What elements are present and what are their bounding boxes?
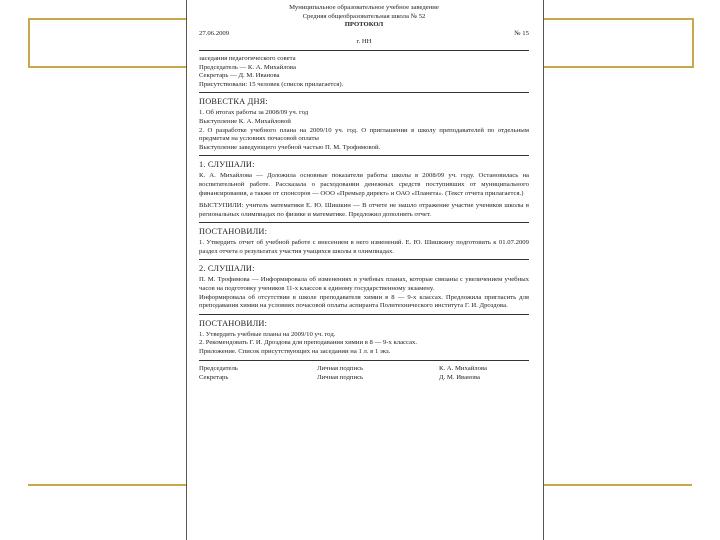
secretary-name: Д. М. Иванова [439, 374, 481, 382]
decor-line-left-top [28, 18, 30, 68]
chair-signature: Личная подпись [317, 364, 364, 372]
section1-decided-heading: ПОСТАНОВИЛИ: [199, 227, 268, 237]
agenda-item-1: 1. Об итогах работы за 2008/09 уч. год [199, 109, 309, 117]
agenda-item-1-speaker: Выступление К. А. Михайловой [199, 117, 291, 125]
section2-decided-heading: ПОСТАНОВИЛИ: [199, 318, 268, 328]
signature-row-chair [199, 365, 529, 374]
divider [199, 360, 529, 361]
secretary-label: Секретарь [199, 374, 229, 382]
divider [199, 314, 529, 315]
present-line: Присутствовали: 15 человек (список прилагается). [199, 80, 344, 88]
document-number: № 15 [514, 29, 529, 37]
protocol-document [186, 0, 544, 540]
divider [199, 155, 529, 156]
section2-heard-heading: 2. СЛУШАЛИ: [199, 264, 255, 274]
chair-name: К. А. Михайлова [439, 364, 488, 372]
section1-heard-heading: 1. СЛУШАЛИ: [199, 160, 255, 170]
agenda-item-2-speaker: Выступление заведующего учебной частью П. М. Трофимовой. [199, 143, 381, 151]
section1-decided-text: 1. Утвердить отчет об учебной работе с внесением в него изменений. Е. Ю. Шишкину подготовить к 01.07.2009 раздел отчета о результатах участия учащихся школы в олимпиадах. [199, 239, 529, 255]
document-title: ПРОТОКОЛ [344, 21, 384, 29]
decor-line-mid-right [544, 66, 694, 68]
divider [199, 259, 529, 260]
signature-row-secretary [199, 374, 529, 383]
decor-line-mid-left [28, 66, 186, 68]
section2-decided-item-2: 2. Рекомендовать Г. И. Дроздова для преподавания химии в 8 — 9-х классах. [199, 339, 418, 347]
divider [199, 92, 529, 93]
secretary-line: Секретарь — Д. М. Иванова [199, 72, 280, 80]
decor-line-top-right [544, 18, 692, 20]
secretary-signature: Личная подпись [317, 374, 364, 382]
decor-line-bottom-right [544, 484, 692, 486]
section1-heard-text: К. А. Михайлова — Доложила основные показатели работы школы в 2008/09 уч. году. Остановилась на воспитательной работе. Рассказала о расходовании денежных средств поступивших от муниципального финансирования, а также от спонсоров — ООО «Премьер директ» и ОАО «Планета». (Текст отчета прилагается.) [199, 172, 529, 197]
date-number-row [199, 30, 529, 39]
chair-label: Председатель [199, 364, 238, 372]
decor-line-right-top [692, 18, 694, 68]
document-date: 27.06.2009 [199, 29, 230, 37]
decor-line-top-left [28, 18, 186, 20]
chair-line: Председатель — К. А. Михайлова [199, 63, 296, 71]
divider [199, 222, 529, 223]
decor-line-bottom-left [28, 484, 186, 486]
agenda-item-2: 2. О разработке учебного плана на 2009/10 уч. год. О приглашении в школу преподавателей по отдельным предметам на условиях почасовой оплаты [199, 126, 529, 143]
divider [199, 50, 529, 51]
agenda-heading: ПОВЕСТКА ДНЯ: [199, 97, 268, 107]
meeting-name: заседания педагогического совета [199, 54, 296, 62]
section2-heard-text-2: Информировала об отсутствии в школе преподавателя химии в 8 — 9-х классах. Предложила пригласить для преподавания химии на условиях почасовой оплаты аспиранта Политехнического института Г. И. Дроздова. [199, 293, 529, 310]
section1-spoke-text: ВЫСТУПИЛИ: учитель математики Е. Ю. Шишкин — В отчете не нашло отражение участие учеников школы в региональных олимпиадах по физике и математике. Предложил дополнить отчет. [199, 202, 529, 218]
school-name: Средняя общеобразовательная школа № 52 [302, 12, 426, 20]
attachment-line: Приложение. Список присутствующих на заседании на 1 л. в 1 экз. [199, 348, 391, 356]
school-type: Муниципальное образовательное учебное заведение [289, 4, 439, 11]
section2-heard-text: П. М. Трофимова — Информировала об изменениях в учебных планах, которые связаны с увеличением учебных часов на подготовку учеников 11-х классов к единому государственному экзамену. [199, 276, 529, 293]
document-city: г. НН [356, 38, 372, 46]
section2-decided-item-1: 1. Утвердить учебные планы на 2009/10 уч. год. [199, 330, 336, 338]
